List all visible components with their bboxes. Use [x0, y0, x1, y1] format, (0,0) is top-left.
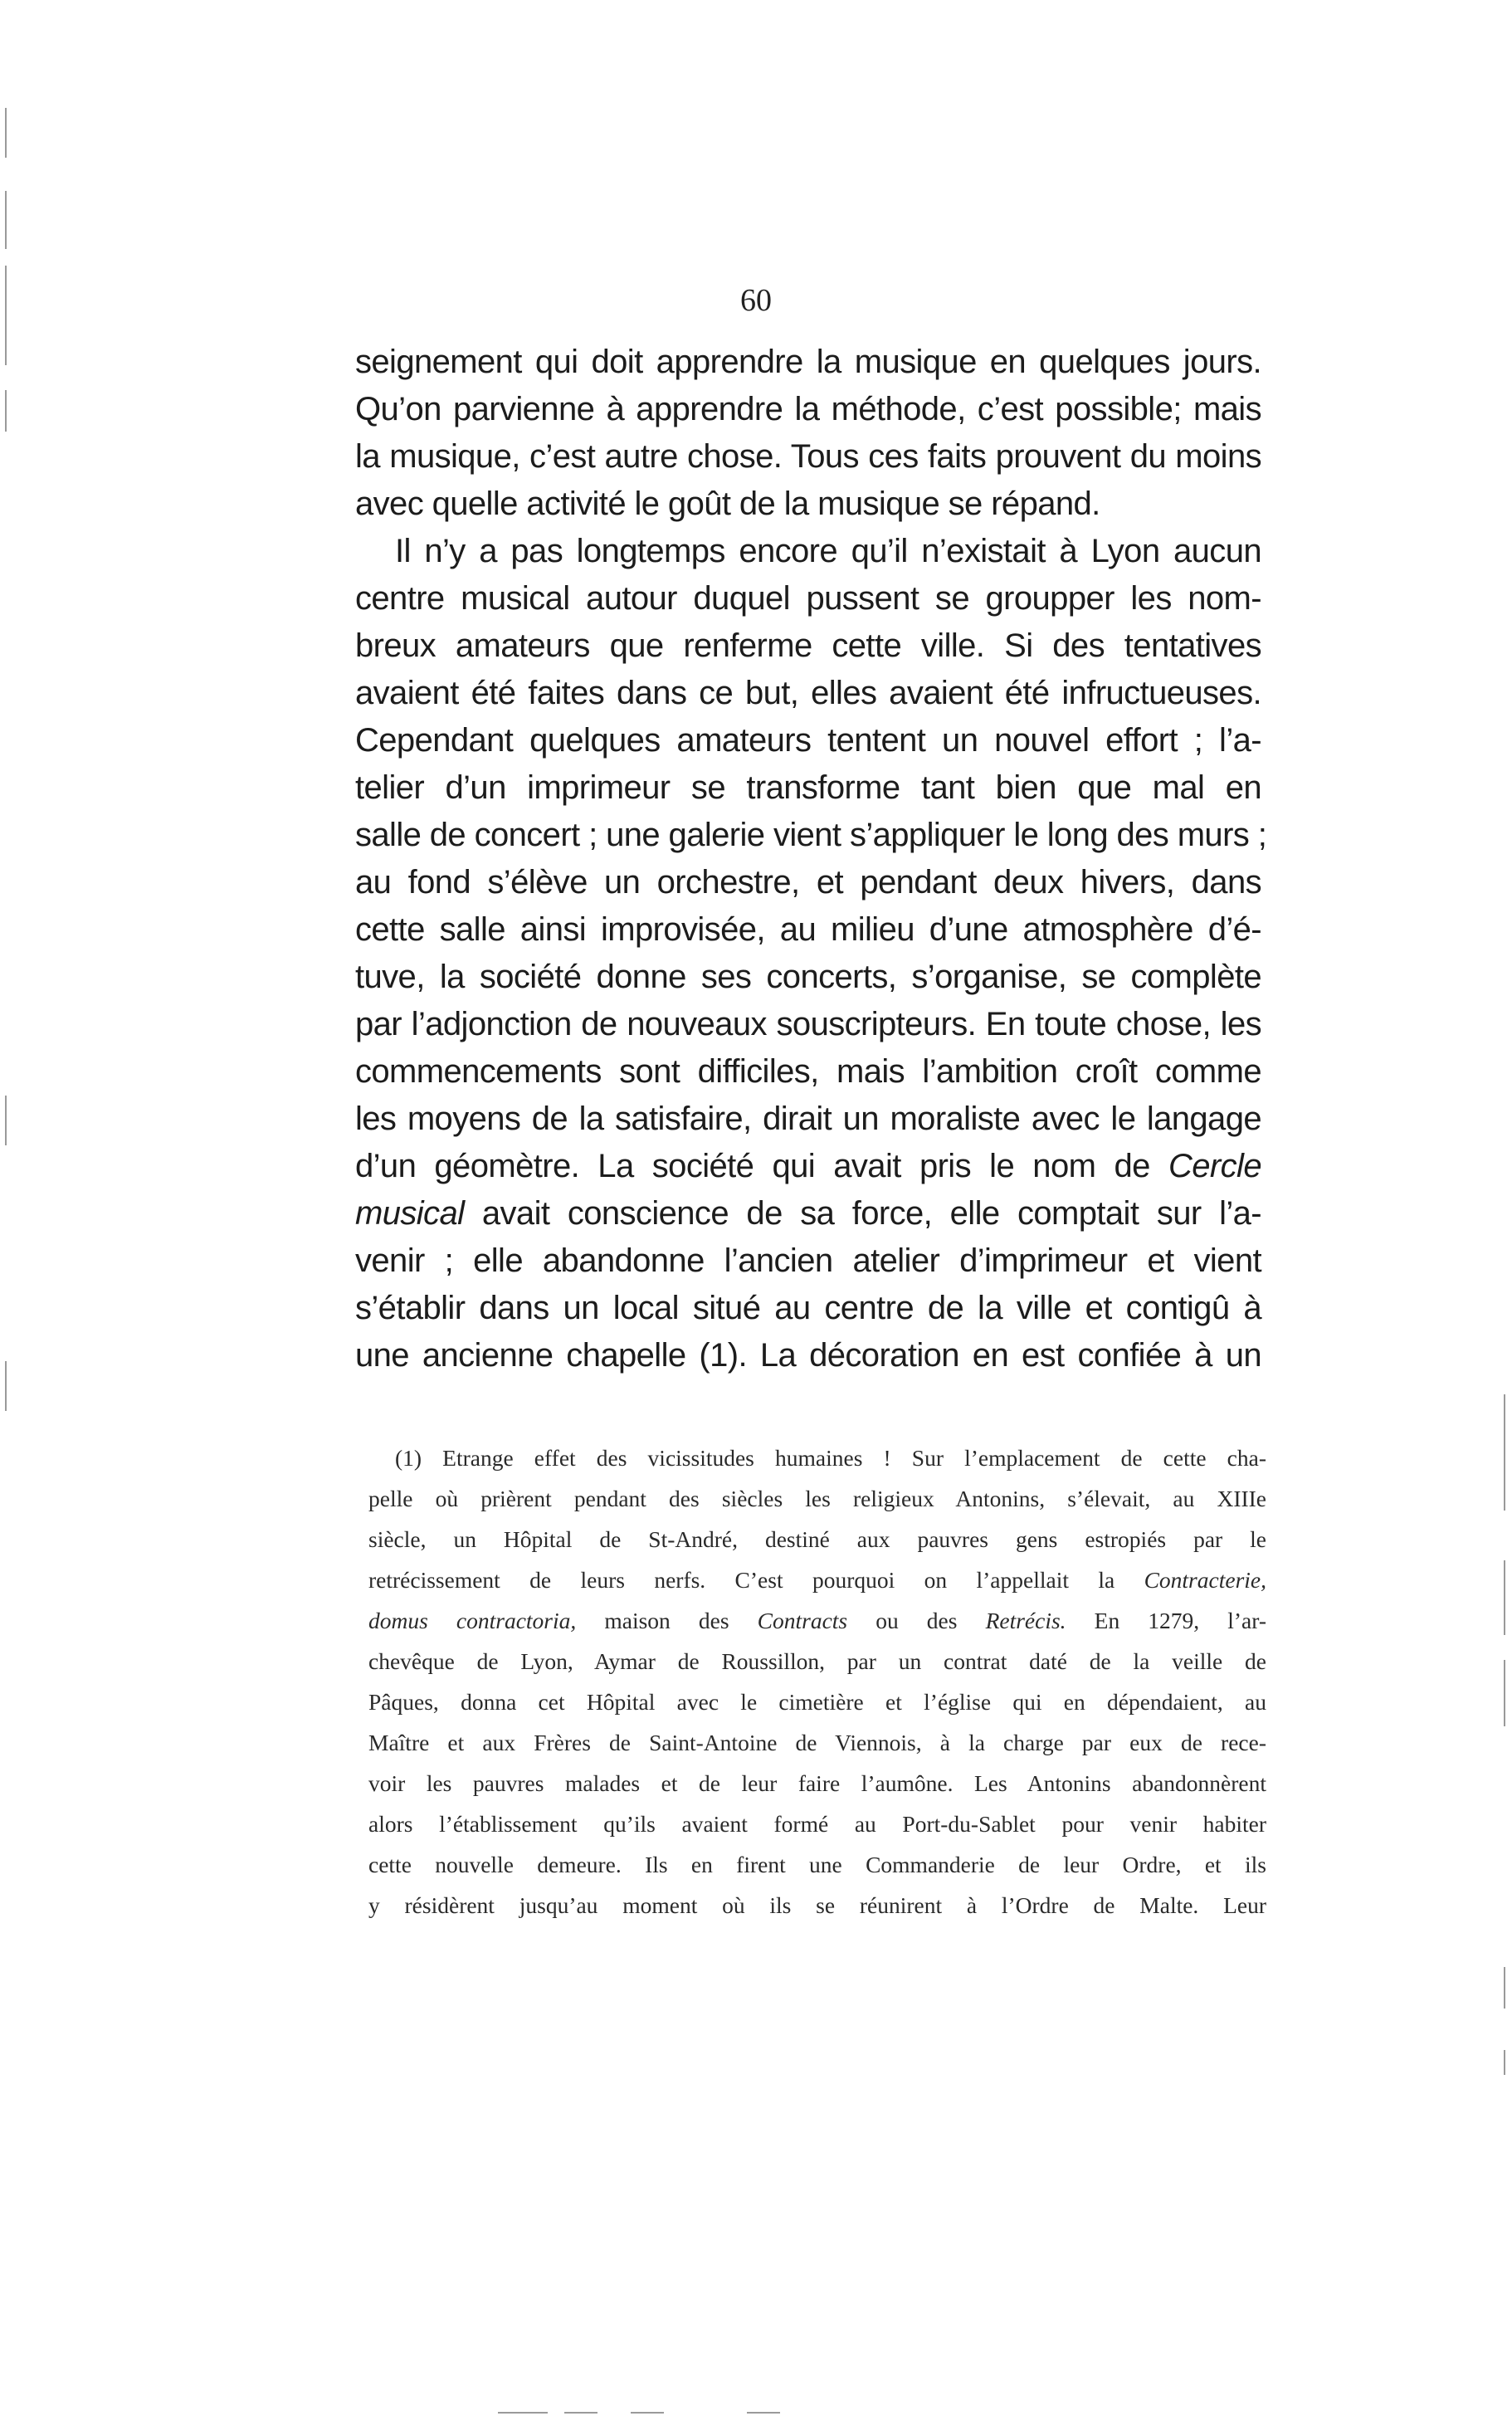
footnote-line: y résidèrent jusqu’au moment où ils se réunirent à l’Ordre de Malte. Leur — [368, 1892, 1266, 1918]
body-line: centre musical autour duquel pussent se groupper les nom- — [355, 580, 1261, 617]
italic-text: Contracterie, — [1144, 1567, 1266, 1593]
footnote-line-mixed — [368, 1559, 1266, 1600]
body-line: commencements sont difficiles, mais l’ambition croît comme — [355, 1053, 1261, 1090]
footnote-line: pelle où prièrent pendant des siècles les religieux Antonins, s’élevait, au XIIIe — [368, 1486, 1266, 1511]
footnote-line-mixed — [368, 1600, 1266, 1641]
scan-mark — [5, 191, 7, 249]
footnote-line: alors l’établissement qu’ils avaient formé au Port-du-Sablet pour venir habiter — [368, 1811, 1266, 1837]
footnote-line: cette nouvelle demeure. Ils en firent une Commanderie de leur Ordre, et ils — [368, 1852, 1266, 1877]
body-line: breux amateurs que renferme cette ville. Si des tentatives — [355, 627, 1261, 664]
body-line-mixed — [355, 1143, 1261, 1190]
body-text-run: d’un géomètre. La société qui avait pris le nom de — [355, 1148, 1150, 1184]
footnote-line: Maître et aux Frères de Saint-Antoine de Viennois, à la charge par eux de rece- — [368, 1730, 1266, 1755]
body-line: avaient été faites dans ce but, elles avaient été infructueuses. — [355, 675, 1261, 711]
scan-mark — [564, 2412, 597, 2414]
scan-mark — [1504, 1660, 1505, 1726]
scan-mark — [5, 390, 7, 432]
body-text — [355, 339, 1267, 1379]
body-line: s’établir dans un local situé au centre de la ville et contigû à — [355, 1290, 1261, 1326]
italic-text: musical — [355, 1195, 465, 1232]
body-line: par l’adjonction de nouveaux souscripteurs. En toute chose, les — [355, 1006, 1261, 1042]
footnote-line: Pâques, donna cet Hôpital avec le cimetière et l’église qui en dépendaient, au — [368, 1689, 1266, 1715]
footnote — [368, 1437, 1266, 1926]
scan-mark — [1504, 1967, 1505, 2009]
body-line: seignement qui doit apprendre la musique en quelques jours. — [355, 344, 1261, 380]
scan-mark — [747, 2412, 780, 2414]
body-line: telier d’un imprimeur se transforme tant bien que mal en — [355, 769, 1261, 806]
body-line: avec quelle activité le goût de la musique se répand. — [355, 486, 1100, 522]
footnote-text-run: ou des — [875, 1608, 958, 1633]
scan-mark — [5, 1361, 7, 1411]
italic-text: Cercle — [1168, 1148, 1261, 1184]
footnote-text-run: retrécissement de leurs nerfs. C’est pourquoi on l’appellait la — [368, 1567, 1115, 1593]
body-line: au fond s’élève un orchestre, et pendant deux hivers, dans — [355, 864, 1261, 901]
scan-mark — [1504, 1560, 1505, 1635]
body-line: Qu’on parvienne à apprendre la méthode, c’est possible; mais — [355, 391, 1261, 427]
body-line: cette salle ainsi improvisée, au milieu d’une atmosphère d’é- — [355, 911, 1261, 948]
body-text-run: avait conscience de sa force, elle comptait sur l’a- — [481, 1195, 1262, 1232]
italic-text: domus contractoria, — [368, 1608, 577, 1633]
body-line: Il n’y a pas longtemps encore qu’il n’existait à Lyon aucun — [395, 533, 1261, 569]
body-line: salle de concert ; une galerie vient s’appliquer le long des murs ; — [355, 817, 1267, 853]
scan-mark — [5, 108, 7, 158]
scan-mark — [631, 2412, 664, 2414]
footnote-text-run: maison des — [604, 1608, 729, 1633]
body-line: les moyens de la satisfaire, dirait un moraliste avec le langage — [355, 1101, 1261, 1137]
italic-text: Retrécis. — [985, 1608, 1066, 1633]
footnote-line: (1) Etrange effet des vicissitudes humaines ! Sur l’emplacement de cette cha- — [395, 1445, 1266, 1471]
scan-mark — [5, 266, 7, 365]
body-line-mixed — [355, 1190, 1261, 1237]
scan-mark — [498, 2412, 548, 2414]
scan-mark — [1504, 2050, 1505, 2075]
body-line: la musique, c’est autre chose. Tous ces faits prouvent du moins — [355, 438, 1261, 475]
body-line: tuve, la société donne ses concerts, s’organise, se complète — [355, 959, 1261, 995]
page-number: 60 — [740, 283, 772, 318]
body-line: une ancienne chapelle (1). La décoration en est confiée à un — [355, 1337, 1261, 1374]
scan-mark — [1504, 1394, 1505, 1511]
body-line: venir ; elle abandonne l’ancien atelier d’imprimeur et vient — [355, 1242, 1261, 1279]
footnote-line: chevêque de Lyon, Aymar de Roussillon, par un contrat daté de la veille de — [368, 1648, 1266, 1674]
body-line: Cependant quelques amateurs tentent un nouvel effort ; l’a- — [355, 722, 1261, 759]
footnote-line: siècle, un Hôpital de St-André, destiné aux pauvres gens estropiés par le — [368, 1526, 1266, 1552]
italic-text: Contracts — [757, 1608, 848, 1633]
scan-mark — [5, 1096, 7, 1145]
footnote-line: voir les pauvres malades et de leur faire l’aumône. Les Antonins abandonnèrent — [368, 1770, 1266, 1796]
footnote-text-run: En 1279, l’ar- — [1094, 1608, 1267, 1633]
